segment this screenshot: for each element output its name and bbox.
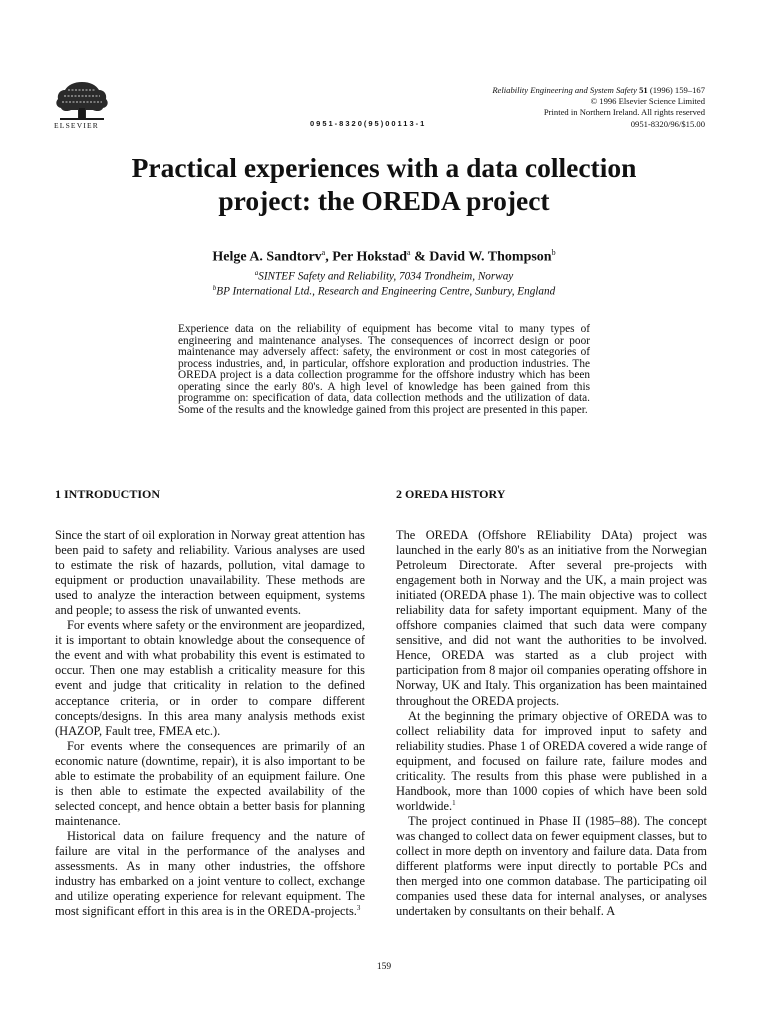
paper-title	[40, 151, 728, 217]
journal-volume: 51	[639, 85, 648, 95]
title-line-1: Practical experiences with a data collection	[131, 152, 637, 183]
paragraph: For events where safety or the environment are jeopardized, it is important to obtain knowledge about the consequence of the event and with what probability this event is estimated to occur. Then one may establish a criticality measure for this event and judge that criticality in relation to the defined acceptance criteria, or in order to compare different concepts/designs. In this area many analysis methods exist (HAZOP, Fault tree, FMEA etc.).	[55, 618, 365, 738]
author-affil-mark: b	[551, 248, 556, 257]
reference-mark: 1	[452, 798, 456, 807]
section-heading-introduction: 1 INTRODUCTION	[55, 487, 161, 501]
journal-name: Reliability Engineering and System Safety	[492, 85, 637, 95]
paragraph: The OREDA (Offshore REliability DAta) project was launched in the early 80's as an initiative from the Norwegian Petroleum Directorate. After several pre-projects with engagement both in Norway and the UK, a main project was initiated (OREDA phase 1). The main objective was to collect reliability data for safety important equipment. Many of the offshore companies claimed that such data were company sensitive, and did not want the authorities to be involved. Hence, OREDA was started as a club project with participation from 8 major oil companies operating offshore in Norway, UK and Italy. This organization has been maintained throughout the OREDA projects.	[396, 528, 707, 708]
affil-text: SINTEF Safety and Reliability, 7034 Trondheim, Norway	[258, 270, 514, 283]
journal-citation	[492, 85, 705, 96]
journal-info	[492, 85, 705, 130]
affiliation-b	[40, 284, 728, 298]
abstract: Experience data on the reliability of equipment has become vital to many types of engineering and maintenance analyses. The consequences of incorrect design or poor maintenance may adversely affect: safety, the environment or cost in most categories of process industries, and, in particular, offshore exploration and production industries. The OREDA project is a data collection programme for the offshore industry which has been operating since the early 80's. A high level of knowledge has been gained from this programme on: specification of data, data collection methods and the utilization of data. Some of the results and the knowledge gained from this project are presented in this paper.	[178, 323, 590, 416]
journal-year-pages: (1996) 159–167	[649, 85, 705, 95]
manuscript-code: 0951-8320(95)00113-1	[310, 119, 427, 128]
publisher-name: ELSEVIER	[54, 121, 100, 130]
section-heading-oreda-history: 2 OREDA HISTORY	[396, 487, 506, 501]
affil-mark: b	[212, 284, 217, 292]
author-separator: &	[410, 249, 430, 265]
paragraph	[55, 829, 365, 919]
history-column	[396, 528, 707, 919]
affiliation-a	[40, 269, 728, 283]
author-name: Helge A. Sandtorv	[212, 249, 322, 265]
paragraph	[396, 709, 707, 814]
issn-price: 0951-8320/96/$15.00	[630, 118, 705, 129]
paragraph-text: Historical data on failure frequency and the nature of failure are vital in the performance of the analyses and assessments. As in many other industries, the offshore industry has embarked on a joint venture to collect, exchange and utilize operating experience for relevant equipment. The most significant effort in this area is in the OREDA-projects.	[55, 828, 365, 919]
author-affil-mark: a	[321, 248, 326, 257]
author-list	[40, 248, 728, 266]
reference-mark: 3	[356, 904, 361, 913]
affil-mark: a	[254, 269, 259, 277]
paragraph: Since the start of oil exploration in Norway great attention has been paid to safety and reliability. Various analyses are used to estimate the risk of hazards, pollution, vital damage to equipment or production unavailability. These methods are used to analyze the interaction between equipment, systems and people; to assess the risk of unwanted events.	[55, 528, 365, 618]
printed-line: Printed in Northern Ireland. All rights reserved	[543, 107, 705, 118]
copyright-line: © 1996 Elsevier Science Limited	[590, 96, 705, 107]
introduction-column	[55, 528, 365, 919]
elsevier-tree-icon	[52, 78, 112, 122]
title-line-2: project: the OREDA project	[218, 185, 550, 216]
author-name: David W. Thompson	[429, 249, 552, 265]
paragraph-text: At the beginning the primary objective of OREDA was to collect reliability data for improved input to safety and reliability studies. Phase 1 of OREDA covered a wide range of equipment, and focused on failure rate, failure modes and criticality. The results from this phase were published in a Handbook, more than 1000 copies of which have been sold worldwide.	[396, 708, 707, 813]
paragraph: For events where the consequences are primarily of an economic nature (downtime, repair), it is also important to be able to estimate the probability of an equipment failure. One is then able to estimate the expected availability of the selected concept, and hence obtain a better basis for planning maintenance.	[55, 738, 365, 828]
paragraph: The project continued in Phase II (1985–88). The concept was changed to collect data on fewer equipment classes, but to collect in more depth on inventory and failure data. Data from different platforms were input directly to portable PCs and then merged into one common database. The participating oil companies used these data for internal analyses, or analyses undertaken by consultants on their behalf. A	[396, 813, 707, 919]
author-affil-mark: a	[407, 248, 411, 257]
author-separator: ,	[325, 249, 333, 265]
page-number: 159	[376, 962, 392, 972]
affil-text: BP International Ltd., Research and Engineering Centre, Sunbury, England	[216, 285, 556, 298]
author-name: Per Hokstad	[332, 249, 408, 265]
